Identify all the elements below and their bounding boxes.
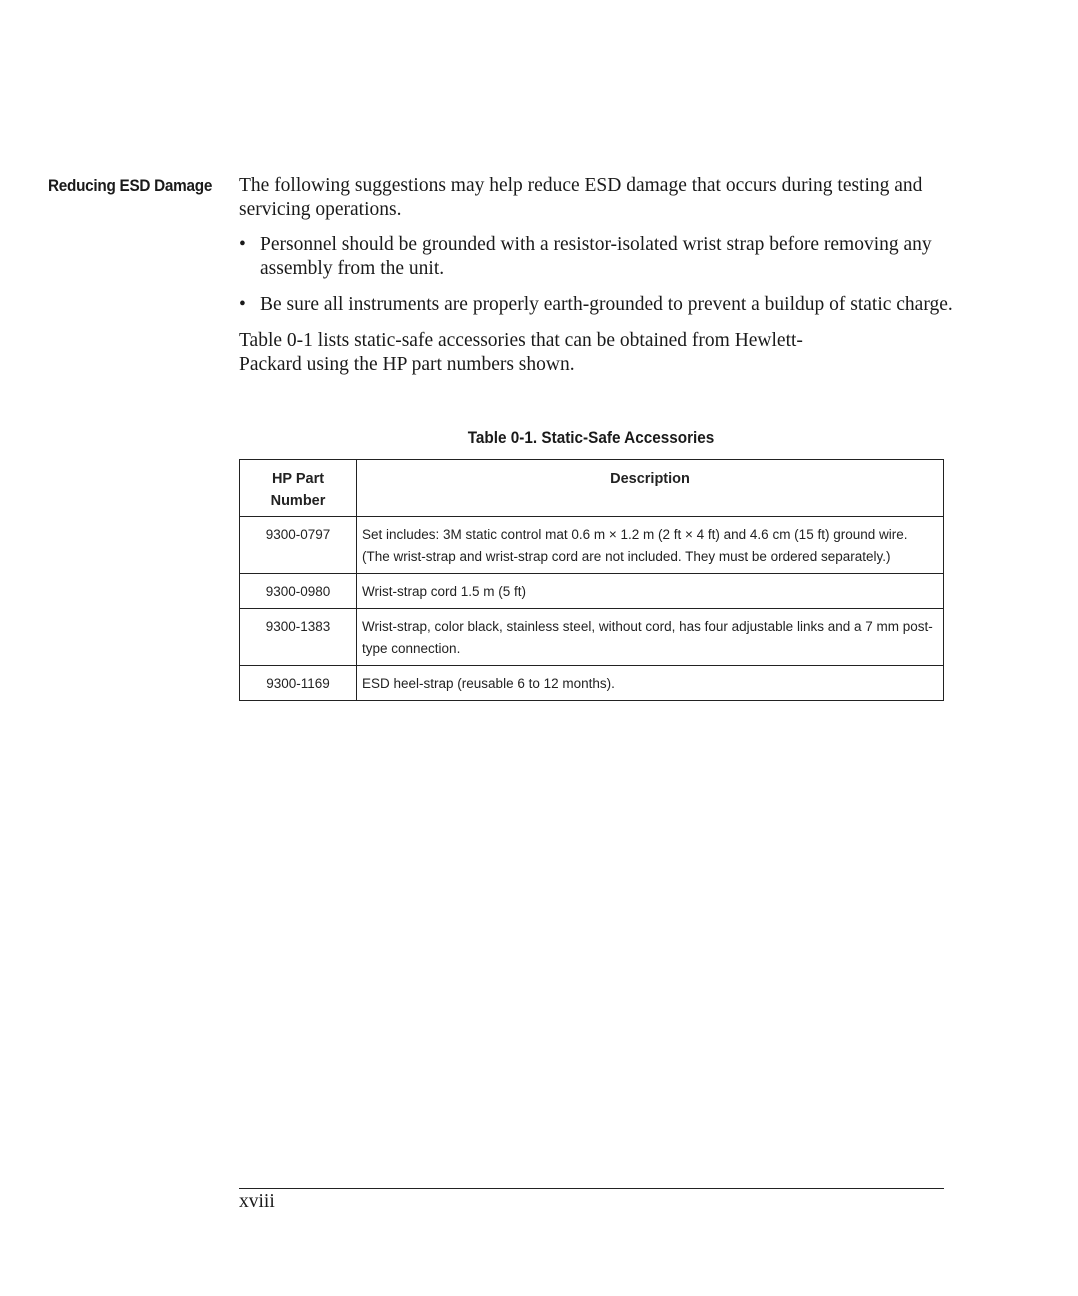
section-body [239,174,954,377]
table-row [240,517,944,574]
table-header-row [240,460,944,517]
list-item-text: Be sure all instruments are properly earth-grounded to prevent a buildup of static charge. [260,294,953,315]
part-number-cell: 9300-0797 [240,517,357,574]
bullet-icon: • [239,294,246,315]
intro-paragraph: The following suggestions may help reduce ESD damage that occurs during testing and servicing operations. [239,175,923,220]
part-number-cell: 9300-0980 [240,574,357,609]
list-item [239,293,954,317]
section-heading: Reducing ESD Damage [48,176,213,195]
table-caption [239,428,944,448]
description-cell: ESD heel-strap (reusable 6 to 12 months). [357,666,944,701]
bullet-icon: • [239,234,246,255]
list-item [239,233,954,281]
page-number: xviii [239,1191,275,1212]
list-item-text: Personnel should be grounded with a resistor-isolated wrist strap before removing any assembly from the unit. [260,234,932,279]
description-cell: Set includes: 3M static control mat 0.6 m × 1.2 m (2 ft × 4 ft) and 4.6 cm (15 ft) ground wire. (The wrist-strap and wrist-strap cord are not included. They must be ordered separately.) [357,517,944,574]
column-header-description: Description [357,460,944,517]
table-caption-text: Table 0-1. Static-Safe Accessories [468,428,715,447]
table-row [240,574,944,609]
footer-divider [239,1188,944,1189]
accessories-table [239,459,944,701]
column-header-part-number: HP Part Number [240,460,357,517]
table-row [240,609,944,666]
table-row [240,666,944,701]
description-cell: Wrist-strap, color black, stainless steel, without cord, has four adjustable links and a 7 mm post-type connection. [357,609,944,666]
description-cell: Wrist-strap cord 1.5 m (5 ft) [357,574,944,609]
part-number-cell: 9300-1169 [240,666,357,701]
table-reference-paragraph: Table 0-1 lists static-safe accessories that can be obtained from Hewlett-Packard using the HP part numbers shown. [239,330,803,375]
part-number-cell: 9300-1383 [240,609,357,666]
suggestion-list [239,233,954,317]
